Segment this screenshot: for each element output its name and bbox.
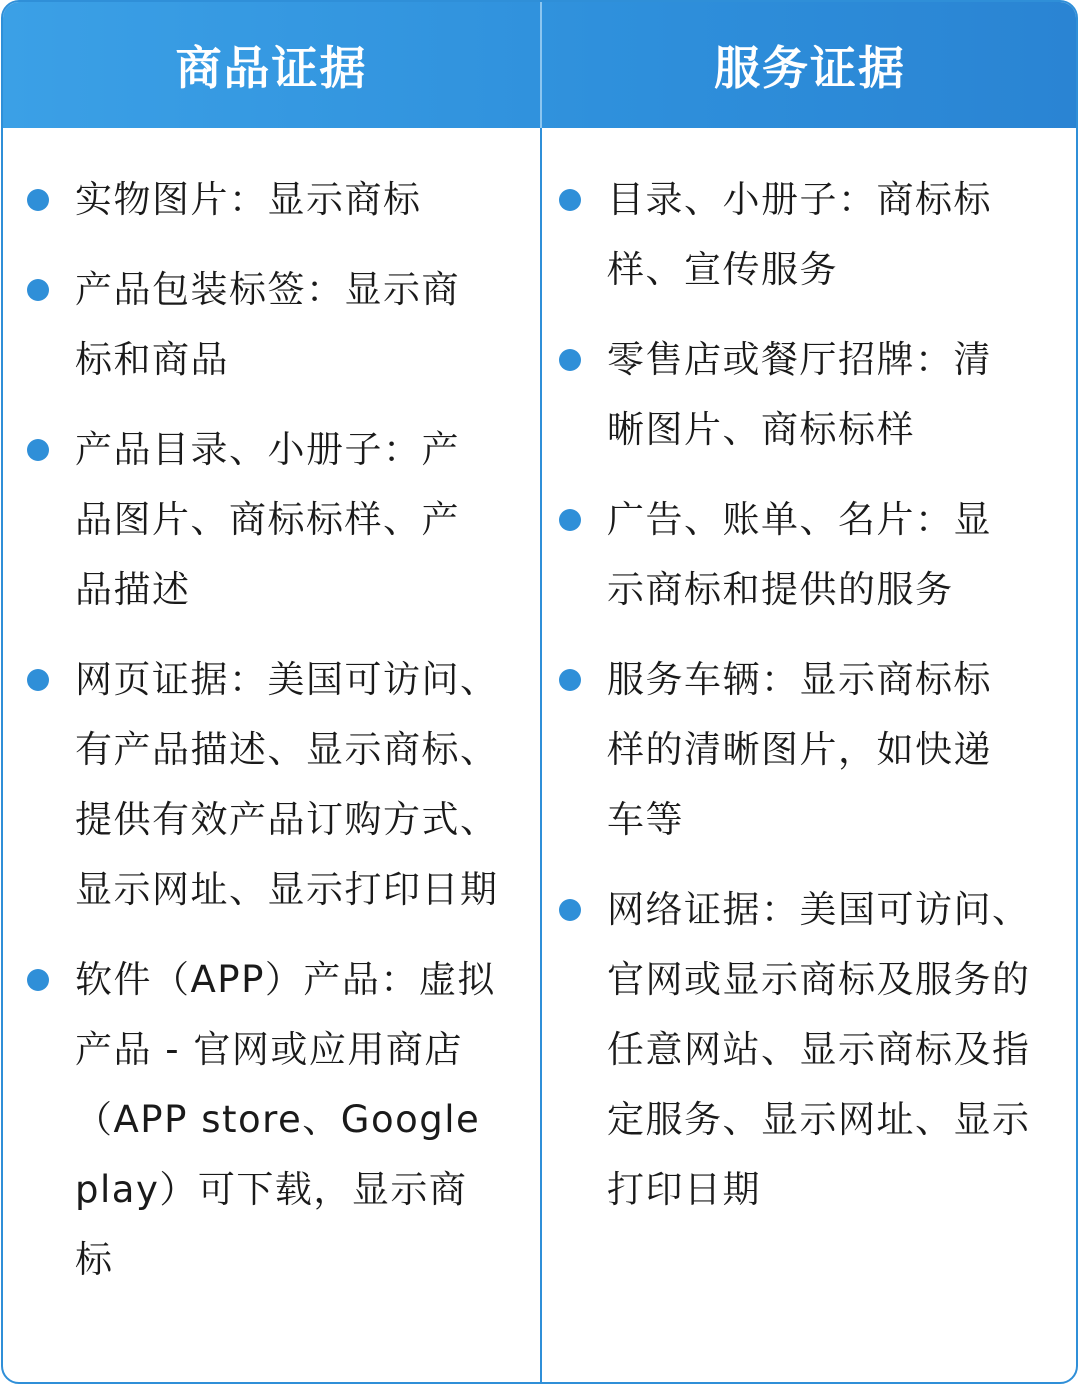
bullet-icon <box>559 509 581 531</box>
bullet-icon <box>27 279 49 301</box>
list-item-text: 产品目录、小册子：产品图片、商标标样、产品描述 <box>75 428 460 611</box>
list-item-text: 广告、账单、名片：显示商标和提供的服务 <box>607 498 992 611</box>
column-divider <box>540 2 542 1382</box>
bullet-icon <box>559 189 581 211</box>
list-item-text: 目录、小册子：商标标样、宣传服务 <box>607 178 992 291</box>
header-service-evidence: 服务证据 <box>714 41 906 95</box>
bullet-icon <box>27 969 49 991</box>
list-item <box>555 645 1027 855</box>
list-item <box>23 165 479 235</box>
bullet-icon <box>559 349 581 371</box>
list-item-text: 服务车辆：显示商标标样的清晰图片，如快递车等 <box>607 658 992 841</box>
list-item <box>23 645 515 925</box>
bullet-icon <box>27 669 49 691</box>
list-item <box>555 875 1047 1225</box>
list-item <box>555 165 1011 305</box>
list-item <box>23 255 479 395</box>
list-item-text: 网络证据：美国可访问、官网或显示商标及服务的任意网站、显示商标及指定服务、显示网址、显示打印日期 <box>607 888 1031 1211</box>
bullet-icon <box>559 899 581 921</box>
header-goods-evidence: 商品证据 <box>175 41 368 95</box>
service-evidence-list <box>555 128 1055 1225</box>
evidence-table <box>1 0 1078 1384</box>
list-item <box>555 325 1011 465</box>
list-item-text: 软件（APP）产品：虚拟产品 - 官网或应用商店（APP store、Google play）可下载，显示商标 <box>75 958 496 1281</box>
list-item-text: 产品包装标签：显示商标和商品 <box>75 268 460 381</box>
bullet-icon <box>27 189 49 211</box>
bullet-icon <box>27 439 49 461</box>
list-item <box>23 415 479 625</box>
goods-evidence-list <box>23 128 523 1295</box>
header-divider <box>540 2 542 128</box>
list-item-text: 零售店或餐厅招牌：清晰图片、商标标样 <box>607 338 992 451</box>
list-item <box>23 945 505 1295</box>
list-item-text: 实物图片：显示商标 <box>75 178 422 221</box>
list-item <box>555 485 1011 625</box>
bullet-icon <box>559 669 581 691</box>
list-item-text: 网页证据：美国可访问、有产品描述、显示商标、提供有效产品订购方式、显示网址、显示打印日期 <box>75 658 499 911</box>
